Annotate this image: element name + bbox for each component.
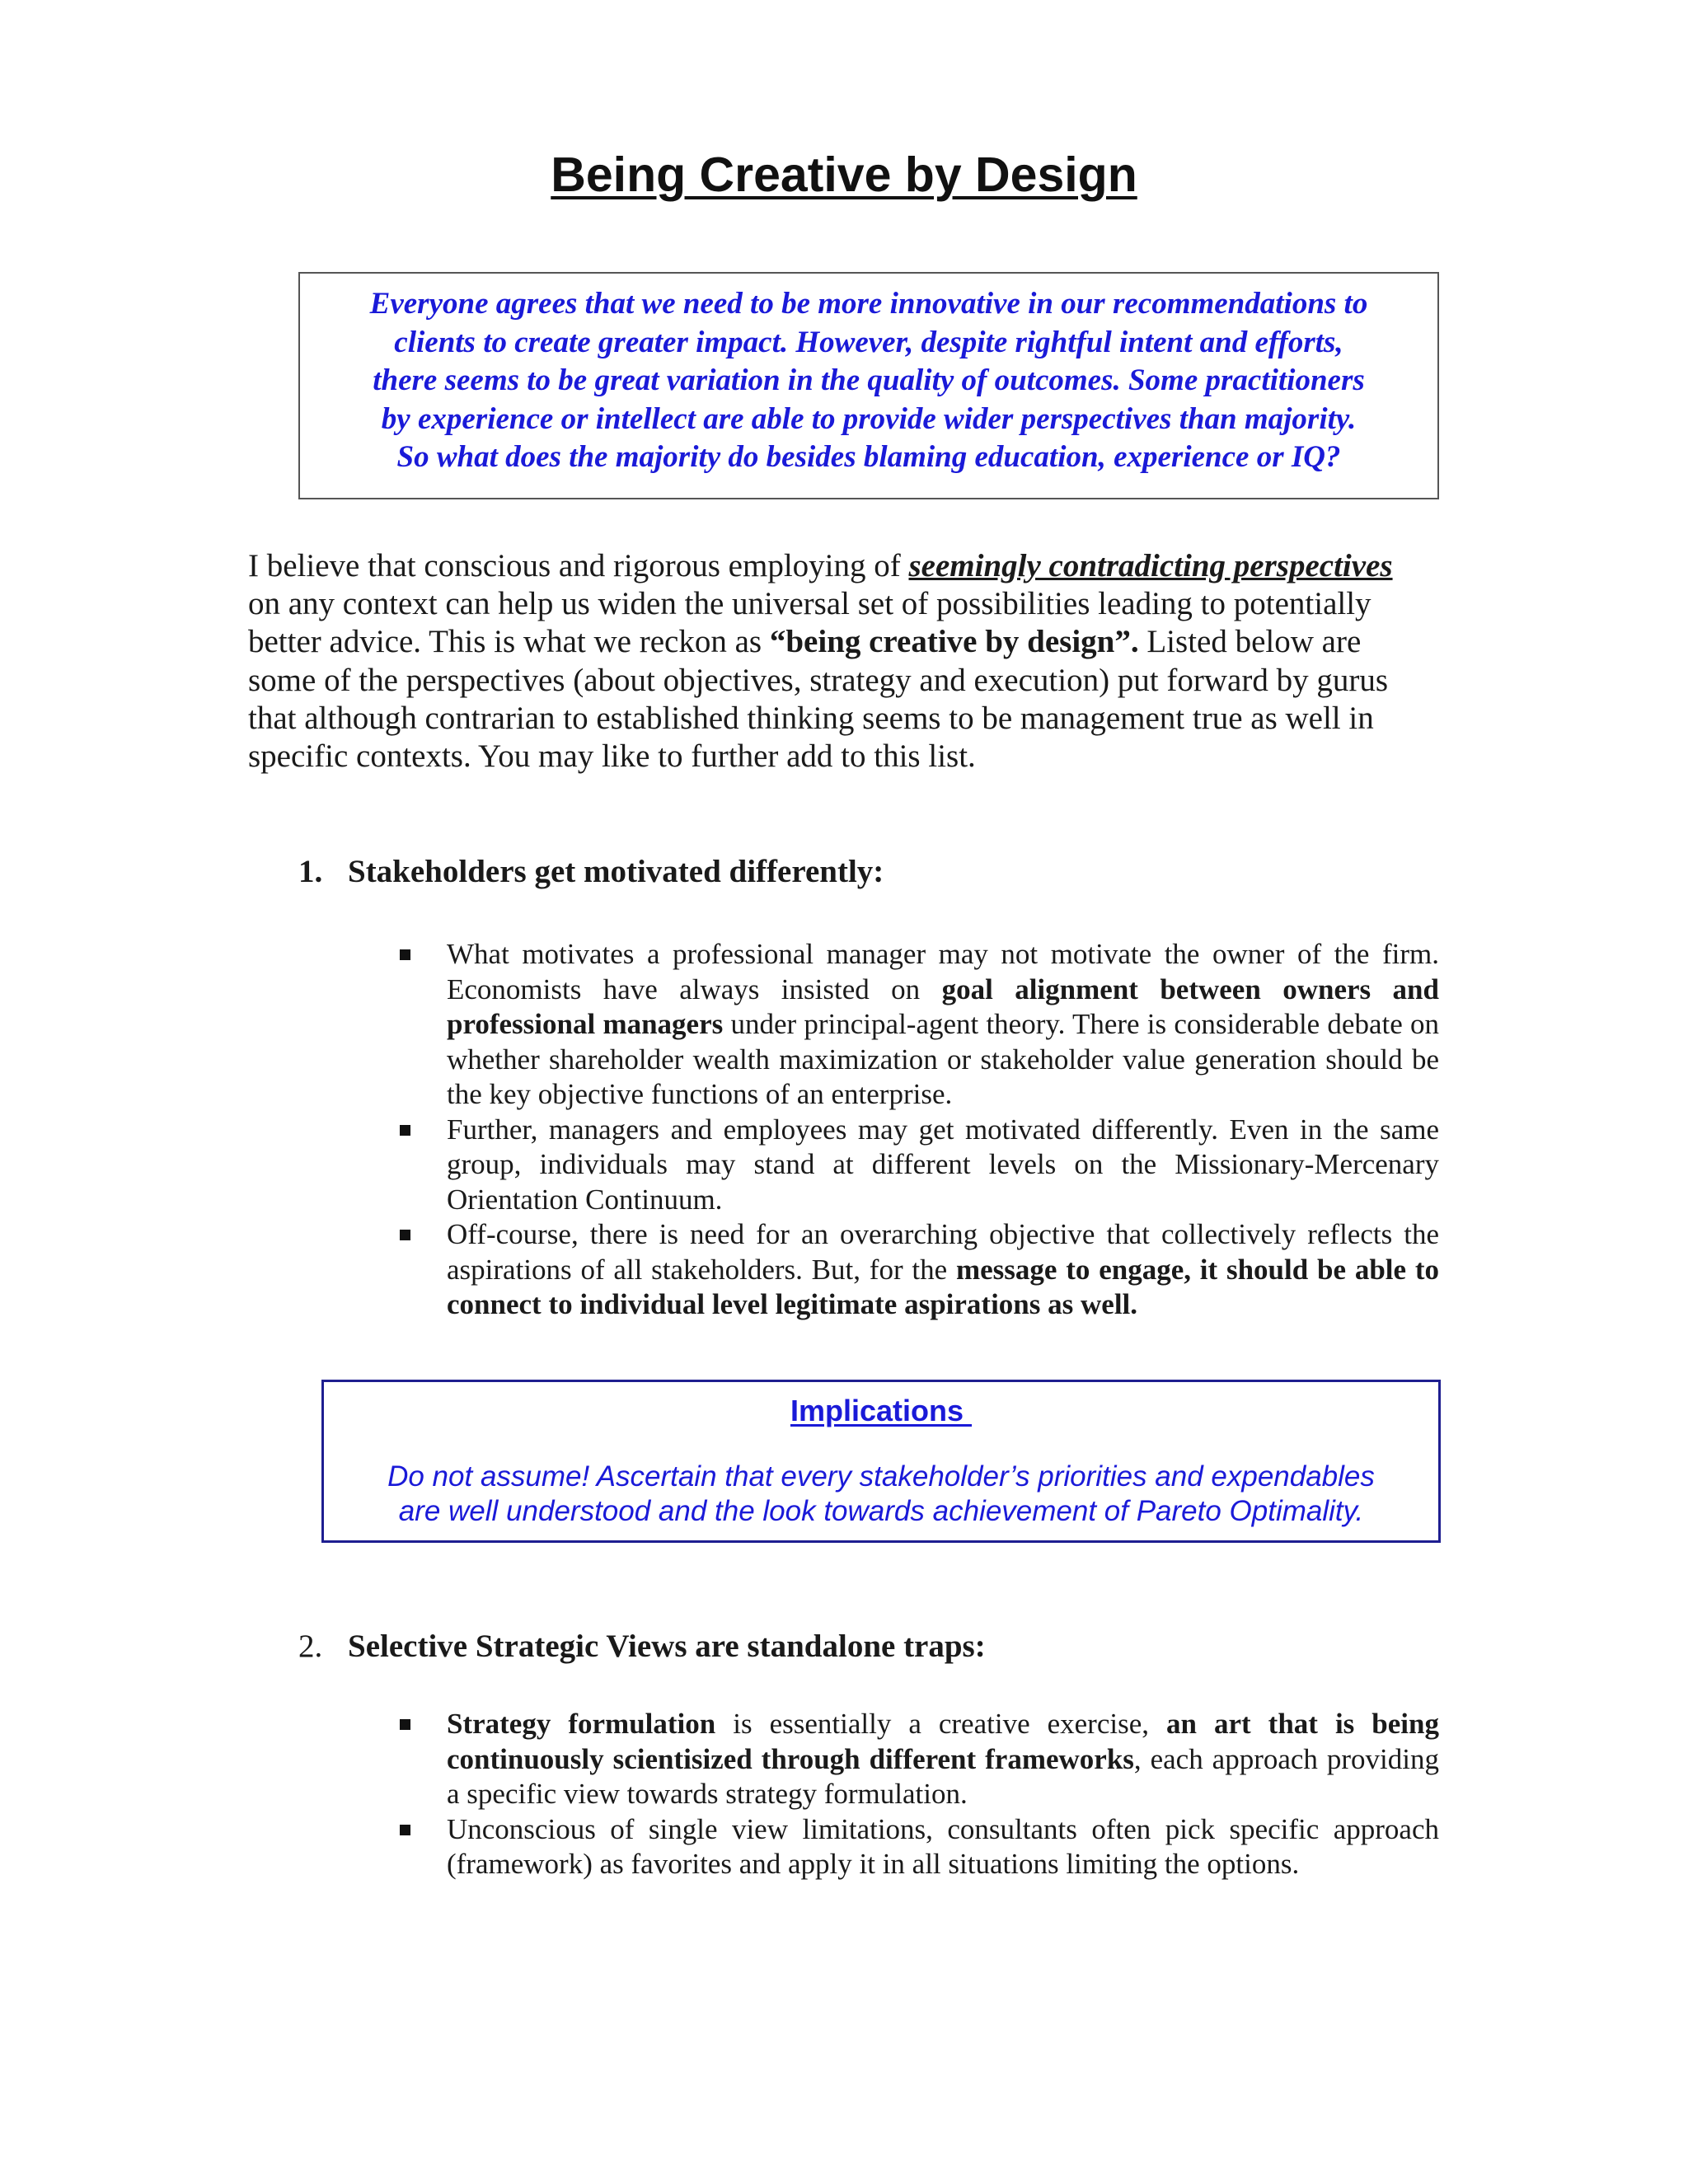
quote-line: clients to create greater impact. However, despite rightful intent and efforts, <box>394 325 1343 359</box>
implications-line: Do not assume! Ascertain that every stakeholder’s priorities and expendables <box>387 1460 1375 1493</box>
intro-line: specific contexts. You may like to further add to this list. <box>248 738 976 775</box>
intro-line: some of the perspectives (about objectives, strategy and execution) put forward by gurus <box>248 662 1388 698</box>
intro-text: Listed below are <box>1138 624 1362 660</box>
list-item: Further, managers and employees may get motivated differently. Even in the same group, individuals may stand at different levels on the Missionary-Mercenary Orientation Continuum. <box>447 1113 1439 1218</box>
quote-line: So what does the majority do besides blaming education, experience or IQ? <box>396 440 1341 474</box>
section-number: 2. <box>298 1629 323 1664</box>
intro-text: I believe that conscious and rigorous employing of <box>248 548 909 583</box>
section-heading-text: Selective Strategic Views are standalone traps: <box>348 1629 986 1664</box>
intro-line <box>248 547 1442 585</box>
bold-phrase: message to engage, it should be able to connect to individual level legitimate aspirations as well. <box>447 1253 1439 1320</box>
implications-title: Implications <box>790 1394 973 1427</box>
page-title: Being Creative by Design <box>551 148 1137 202</box>
list-item: Strategy formulation is essentially a creative exercise, an art that is being continuously scientisized through different frameworks, each approach providing a specific view towards strategy formulation. <box>447 1707 1439 1812</box>
bold-phrase: an art that is being continuously scientisized through different frameworks <box>447 1708 1439 1775</box>
quote-line: there seems to be great variation in the quality of outcomes. Some practitioners <box>373 363 1365 397</box>
implications-line: are well understood and the look towards achievement of Pareto Optimality. <box>398 1495 1364 1527</box>
section-2-heading <box>298 1628 986 1665</box>
intro-paragraph <box>248 547 1442 776</box>
intro-line <box>248 623 1442 661</box>
intro-quote-box <box>298 272 1439 499</box>
bullet-square-icon <box>400 1125 410 1136</box>
section-heading-text: Stakeholders get motivated differently: <box>348 854 884 889</box>
quote-line: Everyone agrees that we need to be more innovative in our recommendations to <box>369 287 1368 321</box>
section-number: 1. <box>298 854 323 889</box>
bold-phrase: Strategy formulation <box>447 1708 716 1740</box>
bold-phrase: goal alignment between owners and professional managers <box>447 972 1439 1040</box>
section-2-bullets <box>447 1707 1439 1882</box>
intro-line: on any context can help us widen the universal set of possibilities leading to potentially <box>248 586 1372 622</box>
quote-line: by experience or intellect are able to provide wider perspectives than majority. <box>381 401 1357 436</box>
implications-text <box>324 1460 1438 1529</box>
list-item: Unconscious of single view limitations, consultants often pick specific approach (framework) as favorites and apply it in all situations limiting the options. <box>447 1812 1439 1882</box>
intro-text: better advice. This is what we reckon as <box>248 624 770 660</box>
list-item: What motivates a professional manager may not motivate the owner of the firm. Economists have always insisted on goal alignment between owners and professional managers under principal-agent theory. There is considerable debate on whether shareholder wealth maximization or stakeholder value generation should be the key objective functions of an enterprise. <box>447 937 1439 1113</box>
section-1-heading <box>298 853 884 890</box>
bullet-square-icon <box>400 1230 410 1240</box>
bullet-square-icon <box>400 1825 410 1835</box>
implications-box <box>321 1380 1441 1543</box>
bold-phrase: “being creative by design”. <box>769 624 1139 660</box>
bullet-square-icon <box>400 949 410 960</box>
bullet-square-icon <box>400 1719 410 1730</box>
key-phrase: seemingly contradicting perspectives <box>908 548 1393 583</box>
intro-line: that although contrarian to established thinking seems to be management true as well in <box>248 700 1374 736</box>
list-item: Off-course, there is need for an overarching objective that collectively reflects the aspirations of all stakeholders. But, for the message to engage, it should be able to connect to individual level legitimate aspirations as well. <box>447 1217 1439 1323</box>
section-1-bullets <box>447 937 1439 1323</box>
